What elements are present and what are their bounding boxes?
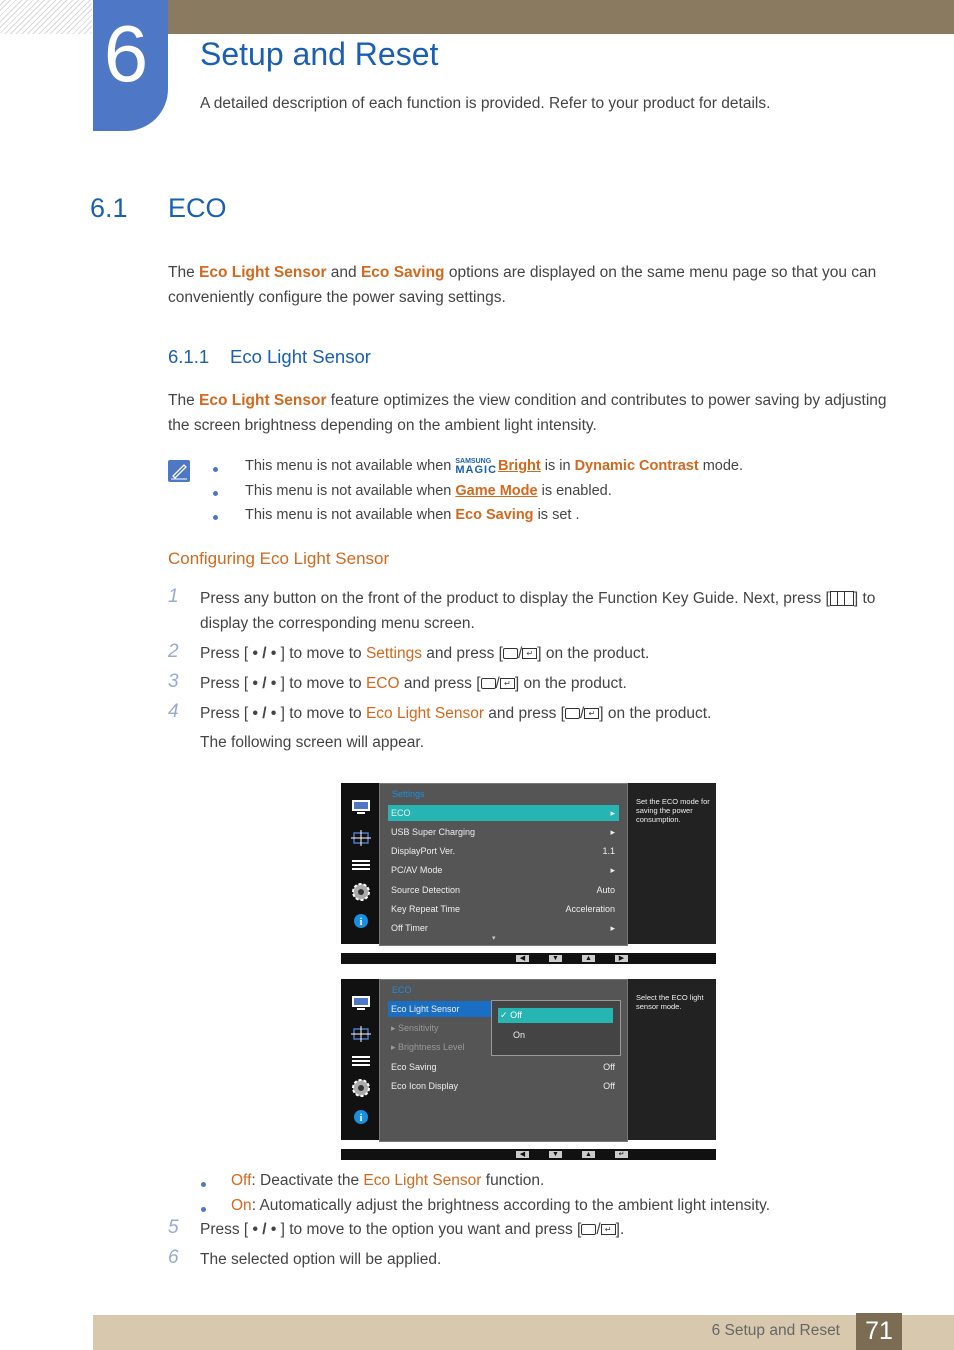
option-bullet <box>201 1207 206 1212</box>
option-on-desc: On: Automatically adjust the brightness according to the ambient light intensity. <box>231 1197 771 1214</box>
enter-key-icon: ↵ <box>601 1224 616 1235</box>
osd-item[interactable]: ▸ Brightness Level <box>391 1042 465 1052</box>
step-3: Press [ • / • ] to move to ECO and press [ / ↵ ] on the product. <box>200 675 627 692</box>
up-arrow-icon[interactable]: ▲ <box>582 1151 595 1158</box>
osd-item[interactable]: Eco Icon Display Off <box>391 1081 615 1091</box>
source-key-icon <box>481 678 496 689</box>
chapter-description: A detailed description of each function is provided. Refer to your product for details. <box>200 95 771 112</box>
osd-item[interactable]: Eco Light Sensor <box>388 1001 491 1017</box>
step-number: 2 <box>168 641 179 662</box>
left-arrow-icon[interactable]: ◀ <box>516 1151 529 1158</box>
osd-item[interactable]: PC/AV Mode ▸ <box>391 865 615 875</box>
step-1: Press any button on the front of the product to display the Function Key Guide. Next, press [ ] to display the corresponding menu screen. <box>200 590 876 632</box>
note-icon <box>168 460 190 482</box>
source-key-icon <box>581 1224 596 1235</box>
footer-text: 6 Setup and Reset <box>711 1322 840 1339</box>
section-title: ECO <box>168 193 227 223</box>
osd-nav-bar <box>341 1149 716 1160</box>
svg-text:i: i <box>359 1113 363 1124</box>
svg-text:i: i <box>359 917 363 928</box>
note-1: This menu is not available when SAMSUNG MAGIC Bright is in Dynamic Contrast mode. <box>245 458 744 477</box>
game-mode-link[interactable]: Game Mode <box>455 483 538 499</box>
osd-settings-screen <box>341 783 716 944</box>
source-key-icon <box>503 648 518 659</box>
osd-item[interactable]: Eco Saving Off <box>391 1062 615 1072</box>
osd-item[interactable]: DisplayPort Ver. 1.1 <box>391 846 615 856</box>
osd-header: ECO <box>392 985 412 995</box>
step-5: Press [ • / • ] to move to the option you want and press [ / ↵ ]. <box>200 1221 625 1238</box>
enter-key-icon: ↵ <box>584 708 599 719</box>
bright-link[interactable]: Bright <box>498 458 541 474</box>
subsection-title: Eco Light Sensor <box>230 346 371 367</box>
size-position-icon <box>351 1026 371 1042</box>
check-icon: ✓ <box>500 1010 508 1020</box>
osd-help-text: Select the ECO light sensor mode. <box>636 993 704 1011</box>
step-number: 5 <box>168 1217 179 1238</box>
menu-lines-icon <box>351 857 371 873</box>
step-number: 3 <box>168 671 179 692</box>
monitor-icon <box>351 799 371 815</box>
left-arrow-icon[interactable]: ◀ <box>516 955 529 962</box>
gear-icon <box>351 882 371 902</box>
corner-hatch <box>0 0 92 34</box>
size-position-icon <box>351 830 371 846</box>
menu-key-icon <box>830 591 854 606</box>
osd-menu-panel <box>379 783 628 946</box>
intro-paragraph: The Eco Light Sensor and Eco Saving options are displayed on the same menu page so that you can conveniently configure the power saving settings. <box>168 264 877 306</box>
option-on[interactable]: On <box>513 1030 526 1040</box>
section-number: 6.1 <box>90 193 128 223</box>
down-arrow-icon[interactable]: ▼ <box>549 1151 562 1158</box>
osd-eco-screen <box>341 979 716 1140</box>
note-bullet <box>213 515 218 520</box>
note-2: This menu is not available when Game Mode is enabled. <box>245 483 612 499</box>
top-bar <box>168 0 954 34</box>
osd-nav-bar <box>341 953 716 964</box>
step-2: Press [ • / • ] to move to Settings and press [ / ↵ ] on the product. <box>200 645 650 662</box>
up-arrow-icon[interactable]: ▲ <box>582 955 595 962</box>
step-4: Press [ • / • ] to move to Eco Light Sensor and press [ / ↵ ] on the product. <box>200 705 712 722</box>
step-number: 4 <box>168 701 179 722</box>
enter-key-icon: ↵ <box>522 648 537 659</box>
note-bullet <box>213 467 218 472</box>
option-bullet <box>201 1182 206 1187</box>
osd-item[interactable]: Off Timer ▸ <box>391 923 615 933</box>
right-arrow-icon[interactable]: ▶ <box>615 955 628 962</box>
menu-lines-icon <box>351 1053 371 1069</box>
gear-icon <box>351 1078 371 1098</box>
osd-help-text: Set the ECO mode for saving the power consumption. <box>636 797 710 824</box>
enter-icon[interactable]: ↵ <box>615 1151 628 1158</box>
down-arrow-icon[interactable]: ▼ <box>549 955 562 962</box>
enter-key-icon: ↵ <box>500 678 515 689</box>
step-number: 6 <box>168 1247 179 1268</box>
scroll-down-icon: ▾ <box>492 935 496 942</box>
step-number: 1 <box>168 586 179 607</box>
screen-appear-text: The following screen will appear. <box>200 734 425 751</box>
note-3: This menu is not available when Eco Saving is set . <box>245 507 580 523</box>
osd-icon-column <box>341 783 379 944</box>
osd-icon-column <box>341 979 379 1140</box>
step-6: The selected option will be applied. <box>200 1251 442 1268</box>
osd-menu-panel <box>379 979 628 1142</box>
page-number: 71 <box>856 1313 902 1350</box>
info-icon <box>351 1109 371 1125</box>
osd-item[interactable]: USB Super Charging ▸ <box>391 827 615 837</box>
chapter-number: 6 <box>103 9 149 98</box>
osd-header: Settings <box>392 789 425 799</box>
osd-item[interactable]: ▸ Sensitivity <box>391 1023 439 1033</box>
subsection-number: 6.1.1 <box>168 346 210 367</box>
osd-item[interactable]: ECO ▸ <box>388 805 619 821</box>
source-key-icon <box>565 708 580 719</box>
monitor-icon <box>351 995 371 1011</box>
option-off-desc: Off: Deactivate the Eco Light Sensor function. <box>231 1172 545 1189</box>
option-popup <box>491 1000 621 1056</box>
configure-heading: Configuring Eco Light Sensor <box>168 549 390 568</box>
osd-item[interactable]: Key Repeat Time Acceleration <box>391 904 615 914</box>
note-bullet <box>213 491 218 496</box>
info-icon <box>351 913 371 929</box>
option-off[interactable]: ✓ Off <box>498 1008 613 1023</box>
samsung-magic-logo: SAMSUNG MAGIC <box>455 458 498 477</box>
subsection-paragraph: The Eco Light Sensor feature optimizes the view condition and contributes to power saving by adjusting the screen brightness depending on the ambient light intensity. <box>168 392 887 434</box>
osd-item[interactable]: Source Detection Auto <box>391 885 615 895</box>
chapter-title: Setup and Reset <box>200 36 439 72</box>
